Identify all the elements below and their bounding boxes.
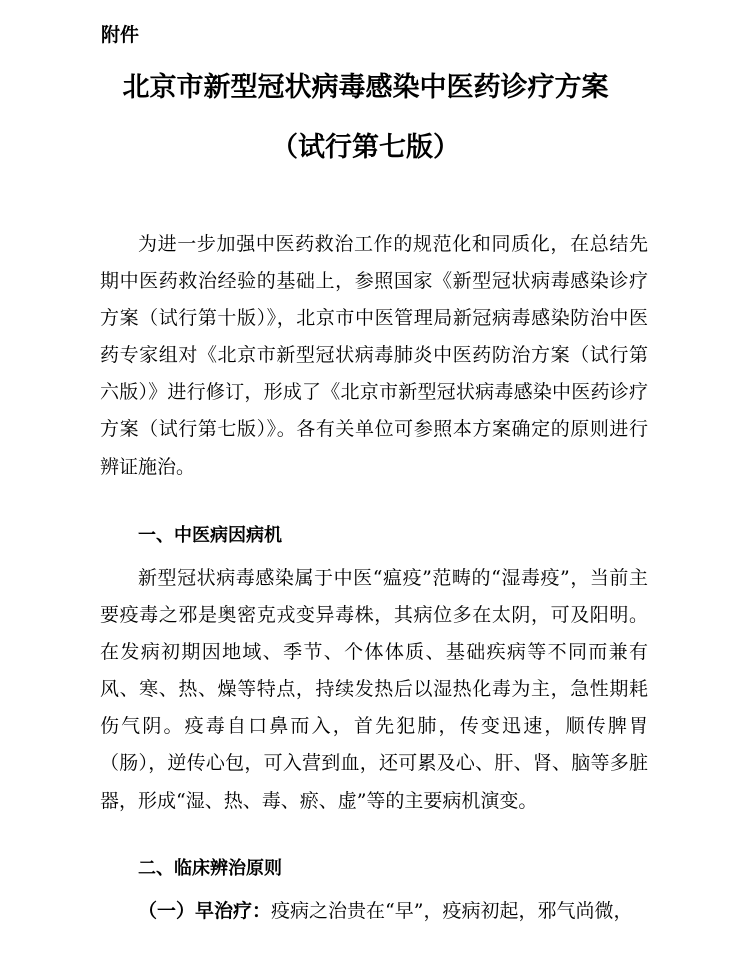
section-heading-etiology: 一、中医病因病机: [138, 525, 282, 546]
early-treatment-lead: （一）早治疗：: [138, 900, 272, 922]
intro-paragraph: 为进一步加强中医药救治工作的规范化和同质化，在总结先期中医药救治经验的基础上，参照国家《新型冠状病毒感染诊疗方案（试行第十版）》，北京市中医管理局新冠病毒感染防治中医药专家组对《北京市新型冠状病毒肺炎中医药防治方案（试行第六版）》进行修订，形成了《北京市新型冠状病毒感染中医药诊疗方案（试行第七版）》。各有关单位可参照本方案确定的原则进行辨证施治。: [100, 233, 648, 478]
document-subtitle: （试行第七版）: [271, 132, 460, 163]
section-heading-treatment-principles: 二、临床辨治原则: [138, 858, 282, 879]
etiology-paragraph: 新型冠状病毒感染属于中医“瘟疫”范畴的“湿毒疫”，当前主要疫毒之邪是奥密克戎变异毒株，其病位多在太阴，可及阳明。在发病初期因地域、季节、个体体质、基础疾病等不同而兼有风、寒、热、燥等特点，持续发热后以湿热化毒为主，急性期耗伤气阴。疫毒自口鼻而入，首先犯肺，传变迅速，顺传脾胃（肠），逆传心包，可入营到血，还可累及心、肝、肾、脑等多脏器，形成“湿、热、毒、瘀、虚”等的主要病机演变。: [100, 567, 648, 812]
document-title: 北京市新型冠状病毒感染中医药诊疗方案: [122, 72, 609, 103]
attachment-label: 附件: [101, 24, 140, 46]
early-treatment-text: 疫病之治贵在“早”，疫病初起，邪气尚微，: [271, 900, 633, 922]
early-treatment-paragraph: [100, 893, 648, 930]
